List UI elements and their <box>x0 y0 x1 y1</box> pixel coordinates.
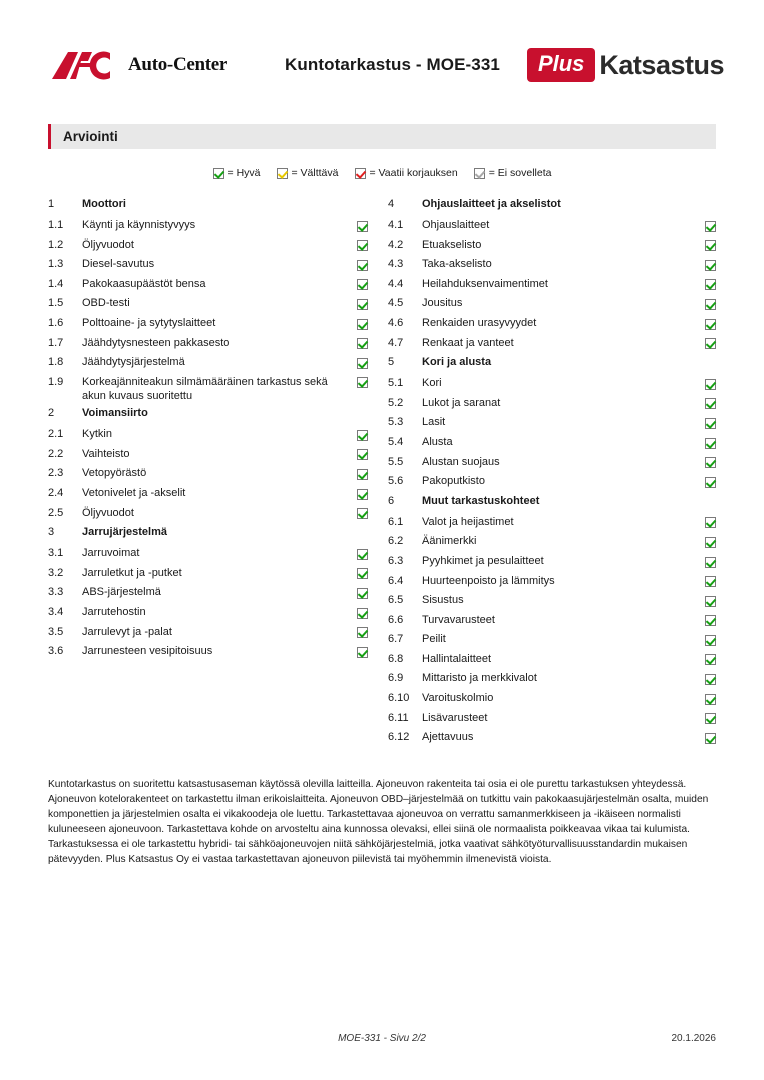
legend-label-vaatii-korjauksen: = Vaatii korjauksen <box>369 167 458 179</box>
checklist-item-label: Öljyvuodot <box>82 238 134 251</box>
checklist-item-rating[interactable] <box>352 353 368 371</box>
checklist-item-rating[interactable] <box>700 532 716 550</box>
checklist-item-rating[interactable] <box>700 394 716 412</box>
checkbox-green-icon[interactable] <box>705 418 716 429</box>
checklist-item-rating[interactable] <box>700 591 716 609</box>
checkbox-green-icon[interactable] <box>357 627 368 638</box>
checklist-item-label: Vetopyörästö <box>82 467 147 480</box>
checklist-item-rating[interactable] <box>700 630 716 648</box>
checklist-row <box>48 275 368 295</box>
checklist-item-label: Vetonivelet ja -akselit <box>82 487 186 499</box>
checklist-row <box>388 728 716 748</box>
checklist-item-rating[interactable] <box>700 334 716 352</box>
checklist-item-label: Ajettavuus <box>422 731 474 744</box>
ac-logo-icon <box>48 47 122 83</box>
checklist-row <box>388 689 716 709</box>
checklist-item-label: Ohjauslaitteet ja akselistot <box>422 198 561 210</box>
checklist-row <box>48 425 368 445</box>
checkbox-green-icon[interactable] <box>357 221 368 232</box>
checklist-item-number: 4.5 <box>388 297 404 310</box>
checklist-item-label: Lasit <box>422 416 446 429</box>
checklist-item-rating[interactable] <box>700 374 716 392</box>
checklist-item-label: Muut tarkastuskohteet <box>422 494 540 507</box>
checklist-item-rating[interactable] <box>352 504 368 522</box>
page-title: Kuntotarkastus - MOE-331 <box>285 55 500 74</box>
checklist-row <box>388 374 716 394</box>
checklist-item-number: 3.5 <box>48 625 64 638</box>
checkbox-green-icon <box>213 168 224 179</box>
checklist-item-rating[interactable] <box>700 513 716 531</box>
checkbox-green-icon[interactable] <box>357 377 368 388</box>
checklist-item-rating[interactable] <box>700 413 716 431</box>
checklist-item-rating[interactable] <box>352 484 368 502</box>
checklist-row <box>48 583 368 603</box>
checklist-item-rating[interactable] <box>352 425 368 443</box>
checklist-item-number: 5.5 <box>388 455 404 468</box>
checklist-columns <box>48 195 716 748</box>
checklist-row <box>48 642 368 662</box>
checklist-item-label: Lisävarusteet <box>422 711 488 724</box>
checklist-item-label: Diesel-savutus <box>82 258 155 271</box>
checklist-item-label: Turvavarusteet <box>422 613 495 626</box>
checklist-row <box>388 572 716 592</box>
checklist-item-number: 2.3 <box>48 467 64 480</box>
checklist-item-label: Renkaiden urasyvyydet <box>422 316 537 329</box>
checkbox-red-icon <box>355 168 366 179</box>
checklist-item-label: ABS-järjestelmä <box>82 586 161 599</box>
checklist-row <box>388 591 716 611</box>
checklist-item-rating[interactable] <box>352 523 368 526</box>
checklist-item-rating[interactable] <box>352 334 368 352</box>
checklist-row <box>48 236 368 256</box>
checklist-item-label: Voimansiirto <box>82 407 148 420</box>
checklist-item-rating[interactable] <box>700 236 716 254</box>
checklist-item-rating[interactable] <box>352 583 368 601</box>
checklist-item-rating[interactable] <box>700 353 716 356</box>
checkbox-green-icon[interactable] <box>705 557 716 568</box>
checklist-row <box>388 413 716 433</box>
checklist-item-number: 3.4 <box>48 605 64 618</box>
checklist-item-rating[interactable] <box>700 195 716 198</box>
disclaimer-text: Kuntotarkastus on suoritettu katsastusaseman käytössä olevilla laitteilla. Ajoneuvon rakenteita tai osia ei ole purettu tarkastuksen yhteydessä. Ajoneuvon kotelorakenteet on tarkastettu ilman erikoislaitteita. Ajoneuvon OBD–järjestelmää on tutkittu vain pakokaasujärjestelmän osalta, muiden komponettien ja järjestelmien osalta ei vikakoodeja ole luettu. Tarkastettavaa ajoneuvoa on verrattu samanmerkkiseen ja -ikäiseen normalisti kuluneeseen ajoneuvoon. Tarkastettava kohde on arvosteltu aina kunnossa olevaksi, ellei siinä ole normaalista poikkeavaa vikaa tai kulumista. Tarkastuksessa ei ole tarkastettu hybridi- tai sähköajoneuvojen niitä sähköjärjestelmiä, jotka vaativat sähkötyöturvallisuusstandardin mukaisen pätevyyden. Plus Katsastus Oy ei vastaa tarkastettavan ajoneuvon piilevistä tai myöhemmin ilmenevistä vioista. <box>48 778 709 865</box>
checklist-item-label: Jousitus <box>422 297 463 310</box>
checklist-group-row <box>48 523 368 544</box>
legend-item-vaatii-korjauksen <box>355 167 458 179</box>
checkbox-green-icon[interactable] <box>705 438 716 449</box>
checklist-row <box>48 445 368 465</box>
checklist-item-number: 6.7 <box>388 633 404 646</box>
checklist-item-number: 6.2 <box>388 535 404 548</box>
checklist-item-label: OBD-testi <box>82 297 130 310</box>
checklist-row <box>388 472 716 492</box>
checklist-item-label: Korkeajänniteakun silmämääräinen tarkastus sekä akun kuvaus suoritettu <box>82 375 328 403</box>
checklist-item-rating[interactable] <box>352 373 368 391</box>
checklist-item-number: 1.2 <box>48 238 64 251</box>
checklist-row <box>388 314 716 334</box>
legend-item-ei-sovelleta <box>474 167 552 179</box>
checklist-item-label: Polttoaine- ja sytytyslaitteet <box>82 316 216 329</box>
legend-item-valttava <box>277 167 339 179</box>
checkbox-green-icon[interactable] <box>357 508 368 519</box>
checklist-row <box>388 552 716 572</box>
checklist-row <box>388 433 716 453</box>
katsastus-wordmark: Katsastus <box>599 49 724 80</box>
checklist-item-label: Pakokaasupäästöt bensa <box>82 277 206 290</box>
legend <box>0 167 764 179</box>
checklist-item-number: 6 <box>388 494 395 507</box>
checklist-item-label: Jarrunesteen vesipitoisuus <box>82 645 213 658</box>
checklist-item-number: 3.6 <box>48 645 64 658</box>
checkbox-green-icon[interactable] <box>705 221 716 232</box>
checkbox-green-icon[interactable] <box>705 398 716 409</box>
checkbox-green-icon[interactable] <box>705 457 716 468</box>
checklist-item-rating[interactable] <box>352 464 368 482</box>
checklist-item-label: Renkaat ja vanteet <box>422 336 514 349</box>
checklist-row <box>48 544 368 564</box>
checklist-group-row <box>388 353 716 374</box>
checklist-item-rating[interactable] <box>352 642 368 660</box>
checklist-item-label: Jarruvoimat <box>82 547 140 560</box>
checklist-item-number: 1.5 <box>48 297 64 310</box>
checklist-item-number: 2 <box>48 407 55 420</box>
section-header-arviointi <box>48 124 716 149</box>
checkbox-green-icon[interactable] <box>705 477 716 488</box>
page-footer <box>48 1033 716 1044</box>
checklist-item-rating[interactable] <box>352 314 368 332</box>
checklist-item-label: Moottori <box>82 198 126 210</box>
checklist-item-label: Jäähdytysnesteen pakkasesto <box>82 336 230 349</box>
checkbox-green-icon[interactable] <box>705 260 716 271</box>
checklist-item-label: Huurteenpoisto ja lämmitys <box>422 574 555 587</box>
checklist-item-label: Kori ja alusta <box>422 356 492 369</box>
checklist-row <box>388 709 716 729</box>
checkbox-green-icon[interactable] <box>705 733 716 744</box>
checklist-row <box>388 275 716 295</box>
checklist-item-number: 6.12 <box>388 731 410 744</box>
checklist-item-number: 4.3 <box>388 258 404 271</box>
checklist-item-number: 1.3 <box>48 258 64 271</box>
checklist-item-label: Kori <box>422 377 442 390</box>
checklist-row <box>48 564 368 584</box>
checkbox-green-icon[interactable] <box>705 654 716 665</box>
checklist-item-number: 6.10 <box>388 692 410 705</box>
checklist-item-number: 1.1 <box>48 219 64 231</box>
checklist-row <box>388 394 716 414</box>
plus-katsastus-logo <box>527 48 724 82</box>
checklist-item-number: 2.1 <box>48 428 64 441</box>
checklist-row <box>388 650 716 670</box>
checklist-item-number: 2.5 <box>48 506 64 519</box>
checklist-item-number: 1 <box>48 198 55 210</box>
checklist-item-label: Jäähdytysjärjestelmä <box>82 356 185 369</box>
legend-label-hyva: = Hyvä <box>227 167 261 179</box>
checklist-row <box>48 334 368 354</box>
checklist-group-row <box>48 195 368 216</box>
checklist-item-number: 3.2 <box>48 566 64 579</box>
checkbox-green-icon[interactable] <box>357 240 368 251</box>
checklist-item-number: 4.2 <box>388 238 404 251</box>
checklist-item-rating[interactable] <box>352 445 368 463</box>
checklist-item-label: Öljyvuodot <box>82 506 134 519</box>
checklist-item-label: Kytkin <box>82 428 112 441</box>
checklist-item-number: 1.8 <box>48 356 64 369</box>
checklist-item-rating[interactable] <box>700 294 716 312</box>
checklist-item-number: 6.9 <box>388 672 404 685</box>
checklist-column-left <box>48 195 382 748</box>
checklist-item-number: 5.6 <box>388 475 404 488</box>
checklist-row <box>388 294 716 314</box>
checklist-item-number: 4.6 <box>388 316 404 329</box>
document-header <box>0 0 764 96</box>
checklist-item-rating[interactable] <box>352 255 368 273</box>
checklist-item-number: 5.3 <box>388 416 404 429</box>
legend-label-ei-sovelleta: = Ei sovelleta <box>488 167 552 179</box>
checklist-item-number: 6.11 <box>388 711 409 724</box>
checkbox-gray-icon <box>474 168 485 179</box>
checklist-item-label: Käynti ja käynnistyvyys <box>82 219 196 231</box>
checklist-item-number: 6.8 <box>388 652 404 665</box>
checklist-item-number: 6.1 <box>388 515 404 528</box>
checklist-item-rating[interactable] <box>700 453 716 471</box>
checklist-item-number: 6.3 <box>388 554 404 567</box>
checklist-item-label: Jarrutehostin <box>82 605 146 618</box>
checklist-row <box>388 236 716 256</box>
checklist-item-rating[interactable] <box>700 314 716 332</box>
checklist-item-label: Valot ja heijastimet <box>422 515 514 528</box>
checklist-item-label: Mittaristo ja merkkivalot <box>422 672 537 685</box>
checklist-item-number: 1.6 <box>48 316 64 329</box>
checkbox-green-icon[interactable] <box>705 694 716 705</box>
checklist-item-rating[interactable] <box>352 564 368 582</box>
checklist-item-rating[interactable] <box>352 195 368 198</box>
checkbox-green-icon[interactable] <box>357 279 368 290</box>
checklist-item-number: 4.1 <box>388 219 404 231</box>
checklist-item-number: 6.6 <box>388 613 404 626</box>
checklist-item-number: 2.2 <box>48 447 64 460</box>
checklist-item-number: 1.9 <box>48 375 64 388</box>
footer-page-reference: MOE-331 - Sivu 2/2 <box>338 1033 426 1044</box>
checkbox-green-icon[interactable] <box>357 319 368 330</box>
checklist-group-row <box>388 492 716 513</box>
checklist-item-rating[interactable] <box>352 603 368 621</box>
checkbox-green-icon[interactable] <box>705 537 716 548</box>
checklist-item-rating[interactable] <box>352 275 368 293</box>
checklist-item-rating[interactable] <box>700 433 716 451</box>
checklist-row <box>48 314 368 334</box>
checkbox-green-icon[interactable] <box>357 489 368 500</box>
checklist-item-rating[interactable] <box>352 294 368 312</box>
checklist-item-rating[interactable] <box>700 689 716 707</box>
checkbox-green-icon[interactable] <box>705 674 716 685</box>
checklist-item-rating[interactable] <box>352 216 368 234</box>
checklist-row <box>48 294 368 314</box>
checklist-item-number: 6.4 <box>388 574 404 587</box>
checklist-item-label: Jarrulevyt ja -palat <box>82 625 172 638</box>
checklist-row <box>388 532 716 552</box>
checklist-item-rating[interactable] <box>352 404 368 407</box>
checklist-item-label: Hallintalaitteet <box>422 652 492 665</box>
checkbox-green-icon[interactable] <box>705 379 716 390</box>
checklist-item-label: Pakoputkisto <box>422 475 485 488</box>
checklist-item-rating[interactable] <box>700 275 716 293</box>
checklist-item-number: 1.7 <box>48 336 64 349</box>
checklist-item-rating[interactable] <box>352 236 368 254</box>
checkbox-green-icon[interactable] <box>705 279 716 290</box>
checklist-item-number: 5.4 <box>388 435 404 448</box>
checklist-item-number: 4.7 <box>388 336 404 349</box>
checkbox-green-icon[interactable] <box>705 635 716 646</box>
checklist-item-rating[interactable] <box>700 492 716 495</box>
footer-date: 20.1.2026 <box>671 1033 716 1044</box>
checklist-row <box>388 216 716 236</box>
checklist-item-label: Jarruletkut ja -putket <box>82 566 182 579</box>
checkbox-green-icon[interactable] <box>705 319 716 330</box>
checklist-item-number: 6.5 <box>388 594 404 607</box>
checklist-row <box>48 353 368 373</box>
checkbox-yellow-icon <box>277 168 288 179</box>
checklist-row <box>48 255 368 275</box>
checklist-item-label: Alustan suojaus <box>422 455 500 468</box>
checklist-item-rating[interactable] <box>700 611 716 629</box>
plus-badge: Plus <box>527 48 595 82</box>
checkbox-green-icon[interactable] <box>705 713 716 724</box>
legend-item-hyva <box>213 167 261 179</box>
checklist-item-rating[interactable] <box>700 552 716 570</box>
checklist-item-number: 5.2 <box>388 396 404 409</box>
checklist-item-label: Jarrujärjestelmä <box>82 526 167 539</box>
checklist-item-number: 1.4 <box>48 277 64 290</box>
checklist-item-rating[interactable] <box>700 650 716 668</box>
checkbox-green-icon[interactable] <box>357 430 368 441</box>
checklist-row <box>388 630 716 650</box>
checklist-item-number: 3 <box>48 526 55 539</box>
checklist-row <box>388 611 716 631</box>
checklist-row <box>388 334 716 354</box>
checklist-item-number: 3.3 <box>48 586 64 599</box>
checkbox-green-icon[interactable] <box>357 449 368 460</box>
checklist-item-label: Pyyhkimet ja pesulaitteet <box>422 554 544 567</box>
checklist-row <box>388 255 716 275</box>
checkbox-green-icon[interactable] <box>357 568 368 579</box>
checkbox-green-icon[interactable] <box>705 240 716 251</box>
checkbox-green-icon[interactable] <box>705 576 716 587</box>
checkbox-green-icon[interactable] <box>357 469 368 480</box>
legend-label-valttava: = Välttävä <box>291 167 339 179</box>
checklist-row <box>48 504 368 524</box>
checklist-item-rating[interactable] <box>700 255 716 273</box>
checkbox-green-icon[interactable] <box>705 596 716 607</box>
checklist-row <box>48 216 368 236</box>
checklist-row <box>48 484 368 504</box>
checkbox-green-icon[interactable] <box>357 549 368 560</box>
checklist-row <box>388 453 716 473</box>
checklist-item-label: Ohjauslaitteet <box>422 219 490 231</box>
checklist-row <box>388 513 716 533</box>
checkbox-green-icon[interactable] <box>357 338 368 349</box>
checklist-group-row <box>388 195 716 216</box>
checklist-item-label: Etuakselisto <box>422 238 482 251</box>
checklist-item-rating[interactable] <box>700 216 716 234</box>
checklist-item-number: 5 <box>388 356 395 369</box>
checklist-item-rating[interactable] <box>700 669 716 687</box>
checkbox-green-icon[interactable] <box>357 608 368 619</box>
checklist-item-number: 4 <box>388 198 395 210</box>
checklist-item-label: Heilahduksenvaimentimet <box>422 277 548 290</box>
checkbox-green-icon[interactable] <box>705 338 716 349</box>
checkbox-green-icon[interactable] <box>357 647 368 658</box>
checklist-item-label: Peilit <box>422 633 446 646</box>
auto-center-wordmark: Auto-Center <box>128 54 228 75</box>
checklist-item-rating[interactable] <box>352 623 368 641</box>
checklist-item-number: 4.4 <box>388 277 404 290</box>
checkbox-green-icon[interactable] <box>357 260 368 271</box>
checklist-row <box>48 603 368 623</box>
checklist-group-row <box>48 404 368 425</box>
checklist-item-rating[interactable] <box>700 472 716 490</box>
checkbox-green-icon[interactable] <box>705 615 716 626</box>
checklist-item-rating[interactable] <box>700 709 716 727</box>
checkbox-green-icon[interactable] <box>357 358 368 369</box>
checkbox-green-icon[interactable] <box>705 517 716 528</box>
checklist-item-number: 2.4 <box>48 487 64 499</box>
checkbox-green-icon[interactable] <box>705 299 716 310</box>
checklist-item-label: Alusta <box>422 435 453 448</box>
checkbox-green-icon[interactable] <box>357 299 368 310</box>
checklist-item-label: Lukot ja saranat <box>422 396 501 409</box>
checklist-row <box>48 373 368 404</box>
checklist-item-rating[interactable] <box>700 728 716 746</box>
checklist-row <box>48 464 368 484</box>
checklist-column-right <box>382 195 716 748</box>
checklist-item-label: Taka-akselisto <box>422 258 492 271</box>
checkbox-green-icon[interactable] <box>357 588 368 599</box>
checklist-item-label: Sisustus <box>422 594 464 607</box>
checklist-item-label: Vaihteisto <box>82 447 130 460</box>
checklist-row <box>48 623 368 643</box>
checklist-item-number: 3.1 <box>48 547 64 560</box>
auto-center-logo <box>48 47 268 83</box>
checklist-item-rating[interactable] <box>700 572 716 590</box>
checklist-item-label: Varoituskolmio <box>422 692 494 705</box>
checklist-item-number: 5.1 <box>388 377 404 390</box>
checklist-item-label: Äänimerkki <box>422 535 477 548</box>
checklist-row <box>388 669 716 689</box>
checklist-item-rating[interactable] <box>352 544 368 562</box>
section-title: Arviointi <box>63 129 118 144</box>
